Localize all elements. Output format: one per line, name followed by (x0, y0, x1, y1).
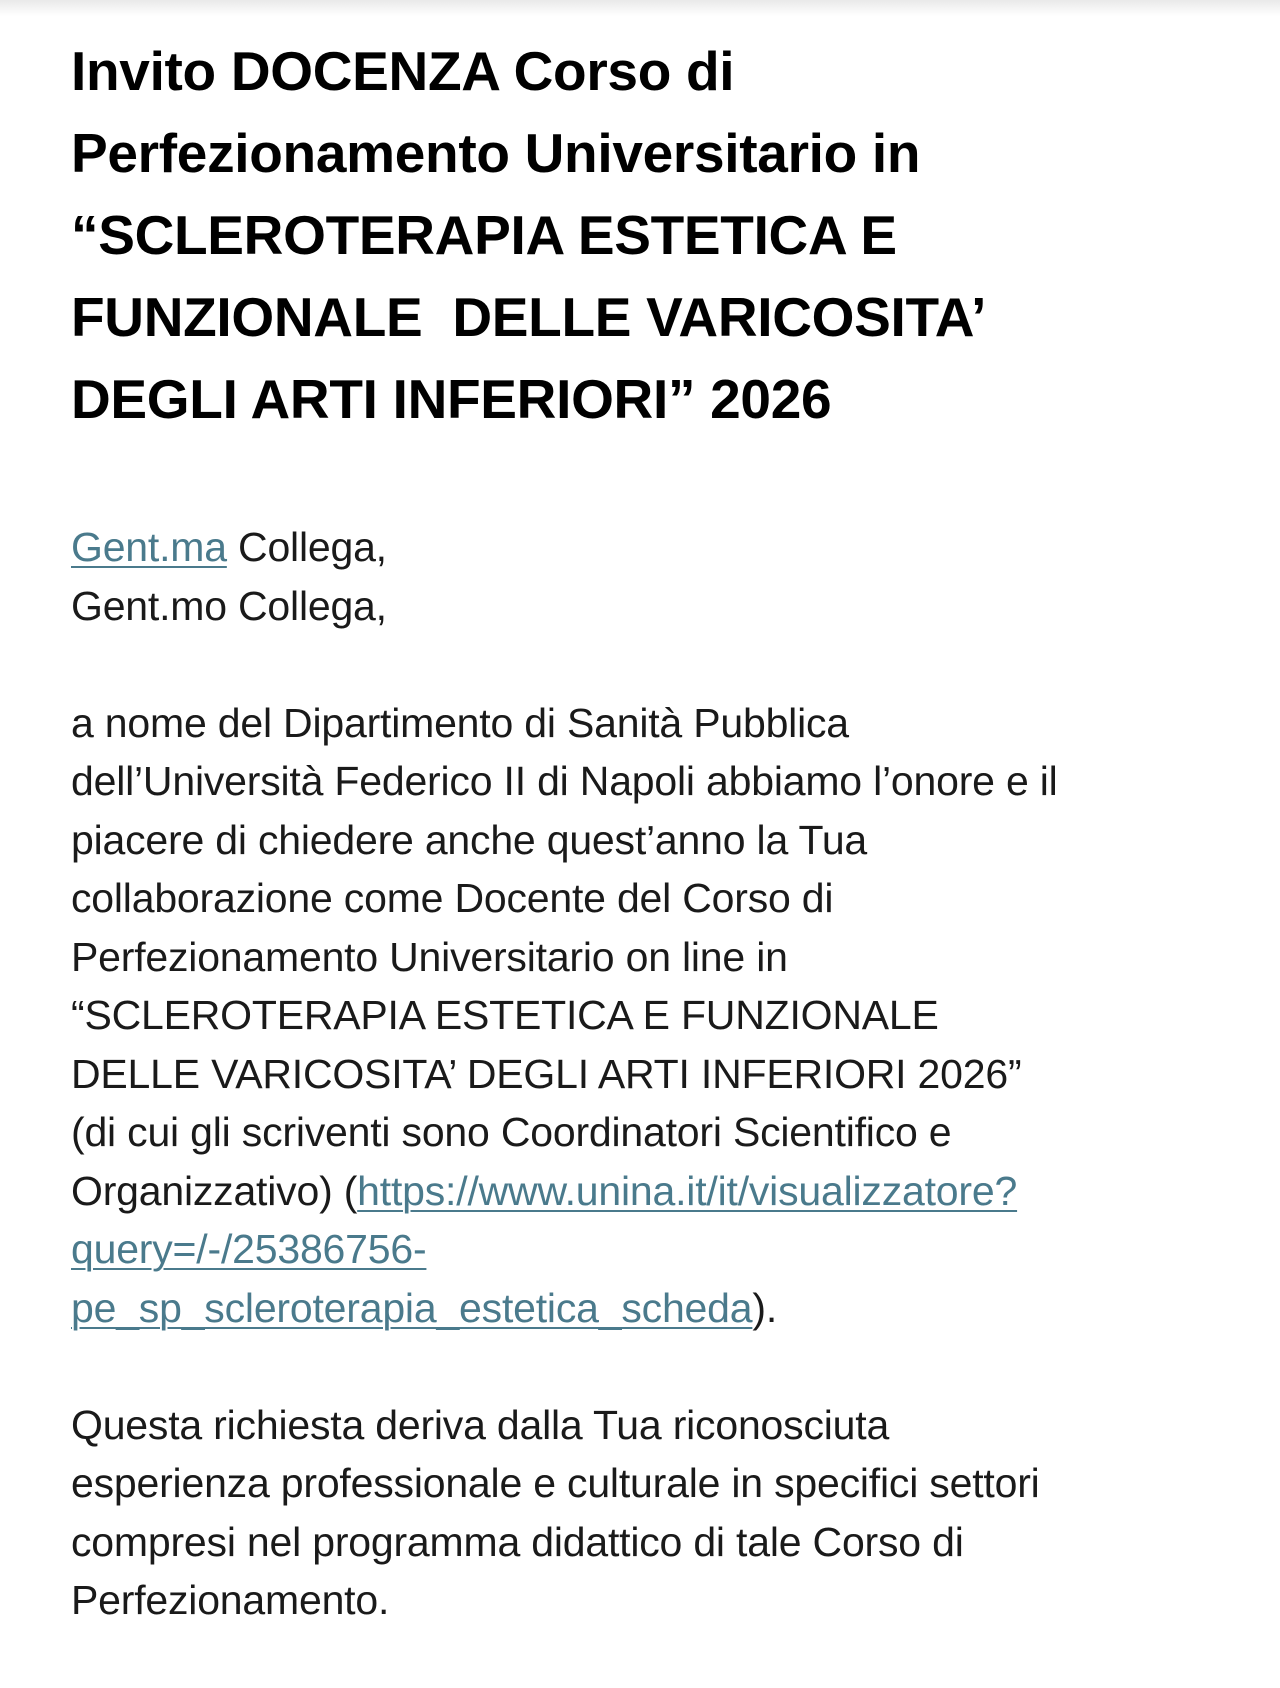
paragraph-line: (di cui gli scriventi sono Coordinatori Scientifico e (71, 1109, 952, 1155)
paragraph-line (71, 1279, 1241, 1338)
paragraph-line (71, 1220, 1241, 1279)
paragraph-line: Perfezionamento. (71, 1577, 390, 1623)
paragraph-line: esperienza professionale e culturale in specifici settori (71, 1460, 1040, 1506)
link-suffix-text: ). (752, 1284, 778, 1331)
greeting-rest: Collega, (226, 524, 387, 570)
greeting (71, 518, 1241, 635)
course-page-link[interactable]: query=/-/25386756- (71, 1226, 427, 1272)
email-view (71, 30, 1241, 1688)
paragraph-line: compresi nel programma didattico di tale Corso di (71, 1518, 964, 1565)
subject-line: DEGLI ARTI INFERIORI” 2026 (71, 368, 832, 430)
top-scroll-shade (0, 0, 1280, 16)
paragraph-line: dell’Università Federico II di Napoli abbiamo l’onore e il (71, 758, 1058, 804)
greeting-line (71, 518, 1241, 577)
course-page-link[interactable]: pe_sp_scleroterapia_estetica_scheda (71, 1284, 753, 1331)
subject-line: Invito DOCENZA Corso di (71, 40, 735, 102)
subject-line: Perfezionamento Universitario in (71, 122, 921, 184)
paragraph-line: Questa richiesta deriva dalla Tua riconosciuta (71, 1401, 890, 1448)
course-page-link[interactable]: https://www.unina.it/it/visualizzatore? (357, 1167, 1018, 1214)
paragraph-line: DELLE VARICOSITA’ DEGLI ARTI INFERIORI 2026” (71, 1050, 1022, 1097)
email-body (71, 518, 1241, 1630)
subject-line: “SCLEROTERAPIA ESTETICA E (71, 204, 897, 266)
greeting-line: Gent.mo Collega, (71, 582, 387, 629)
paragraph-line (71, 1162, 1241, 1221)
link-prefix-text: Organizzativo) ( (71, 1167, 358, 1214)
paragraph-line: Perfezionamento Universitario on line in (71, 933, 788, 980)
subject-line: FUNZIONALE DELLE VARICOSITA’ (71, 286, 987, 348)
email-subject (71, 30, 1241, 440)
reason-paragraph (71, 1396, 1241, 1630)
paragraph-line: a nome del Dipartimento di Sanità Pubblica (71, 699, 849, 746)
paragraph-line: piacere di chiedere anche quest’anno la Tua (71, 816, 868, 863)
paragraph-line: “SCLEROTERAPIA ESTETICA E FUNZIONALE (71, 992, 939, 1038)
invitation-paragraph (71, 694, 1241, 1338)
greeting-link[interactable]: Gent.ma (71, 524, 227, 570)
paragraph-line: collaborazione come Docente del Corso di (71, 875, 834, 921)
